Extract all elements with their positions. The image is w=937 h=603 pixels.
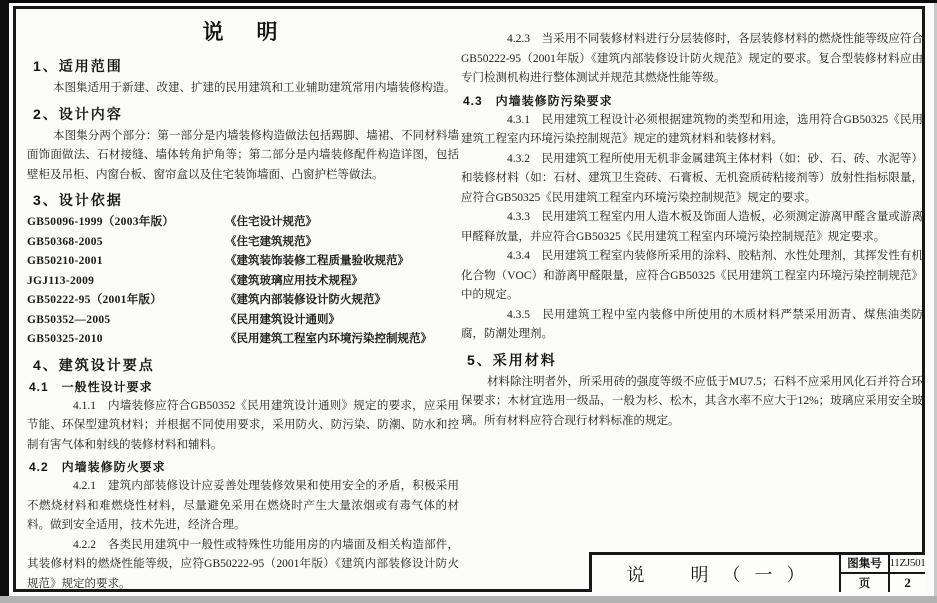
- subsection-heading-4-3: 4.3 内墙装修防污染要求: [463, 93, 613, 108]
- standard-code: JGJ113-2009: [27, 274, 95, 287]
- scan-edge-top: [0, 0, 937, 3]
- standard-name: 《建筑玻璃应用技术规程》: [225, 274, 363, 287]
- title-block-grid: [839, 555, 925, 592]
- section-heading-materials: 5、采用材料: [467, 351, 557, 368]
- standard-name: 《住宅设计规范》: [225, 216, 317, 228]
- standard-code: GB50210-2001: [27, 255, 103, 267]
- section-heading-design-basis: 3、设计依据: [33, 192, 123, 208]
- standard-code: GB50222-95（2001年版）: [27, 294, 163, 306]
- paragraph-4-3-1: 4.3.1 民用建筑工程设计必须根据建筑物的类型和用途，选用符合GB50325《民用建筑工程室内环境污染控制规范》规定的建筑材料和装修材料。: [461, 113, 923, 145]
- section-heading-scope: 1、适用范围: [33, 58, 123, 74]
- standard-code: GB50368-2005: [27, 235, 103, 248]
- binding-edge: [0, 0, 9, 597]
- subsection-heading-4-1: 4.1 一般性设计要求: [29, 379, 153, 394]
- paragraph-scope: 本图集适用于新建、改建、扩建的民用建筑和工业辅助建筑常用内墙装修构造。: [53, 82, 456, 94]
- standard-item: [27, 252, 459, 272]
- scan-edge-bottom: [0, 596, 937, 603]
- standard-item: [27, 233, 459, 253]
- atlas-number-value: 11ZJ501: [888, 555, 925, 574]
- standard-name: 《民用建筑工程室内环境污染控制规范》: [225, 333, 432, 345]
- paragraph-4-3-5: 4.3.5 民用建筑工程中室内装修中所使用的木质材料严禁采用沥青、煤焦油类防腐，防潮处理剂。: [461, 308, 923, 340]
- title-block: [589, 552, 925, 592]
- standard-name: 《住宅建筑规范》: [225, 235, 317, 248]
- paragraph-4-3-4: 4.3.4 民用建筑工程室内装修所采用的涂料、胶粘剂、水性处理剂，其挥发性有机化合物（VOC）和游离甲醛限量，应符合GB50325《民用建筑工程室内环境污染控制规范》中的规定。: [461, 250, 923, 301]
- page-title: 说 明: [202, 21, 284, 44]
- paragraph-materials: 材料除注明者外，所采用砖的强度等级不应低于MU7.5；石料不应采用风化石并符合环保要求；木材宜选用一级品，一般为杉、松木，其含水率不应大于12%；玻璃应采用安全玻璃。所有材料应符合现行材料标准的规定。: [461, 375, 923, 427]
- standard-item: [27, 213, 459, 233]
- paragraph-4-3-2: 4.3.2 民用建筑工程所使用无机非金属建筑主体材料（如：砂、石、砖、水泥等）和装修材料（如：石材、建筑卫生瓷砖、石膏板、无机瓷质砖粘接剂等）放射性指标限量，应符合GB50325《民用建筑工程室内环境污染控制规范》规定的要求。: [461, 152, 923, 204]
- right-column: [461, 30, 923, 431]
- drawing-title: 说 明（一）: [626, 564, 819, 585]
- standard-name: 《建筑内部装修设计防火规范》: [225, 294, 386, 306]
- standard-name: 《民用建筑设计通则》: [225, 313, 340, 326]
- section-heading-design-points: 4、建筑设计要点: [33, 356, 155, 373]
- paragraph-design-content: 本图集分两个部分：第一部分是内墙装修构造做法包括踢脚、墙裙、不同材料墙面饰面做法、石材接缝、墙体转角护角等；第二部分是内墙装修配件构造详图，包括壁柜及吊柜、内窗台板、窗帘盒以及住宅装饰墙面、凸窗护栏等做法。: [27, 129, 459, 181]
- paragraph-4-2-3: 4.2.3 当采用不同装修材料进行分层装修时，各层装修材料的燃烧性能等级应符合GB50222-95（2001年版）《建筑内部装修设计防火规范》规定的要求。复合型装修材料应由专门检测机构进行整体测试并规范其燃烧性能等级。: [461, 33, 923, 84]
- paragraph-4-2-1: 4.2.1 建筑内部装修设计应妥善处理装修效果和使用安全的矛盾，积极采用不燃烧材料和难燃烧性材料，尽量避免采用在燃烧时产生大量浓烟或有毒气体的材料。做到安全适用，技术先进，经济合理。: [27, 480, 459, 531]
- paragraph-4-2-2: 4.2.2 各类民用建筑中一般性或特殊性功能用房的内墙面及相关构造部件，其装修材料的燃烧性能等级，应符GB50222-95（2001年版）《建筑内部装修设计防火规范》规定的要求。: [27, 538, 459, 590]
- standard-code: GB50096-1999（2003年版）: [27, 216, 175, 228]
- standard-item: [27, 330, 459, 350]
- subsection-heading-4-2: 4.2 内墙装修防火要求: [29, 460, 166, 474]
- standard-code: GB50325-2010: [27, 333, 103, 345]
- standard-item: [27, 311, 459, 331]
- standard-name: 《建筑装饰装修工程质量验收规范》: [225, 255, 409, 267]
- section-heading-design-content: 2、设计内容: [33, 105, 123, 122]
- standards-list: [27, 213, 459, 350]
- standard-item: [27, 272, 459, 292]
- standard-code: GB50352—2005: [27, 313, 111, 326]
- page-number-value: 2: [888, 574, 925, 593]
- paragraph-4-1-1: 4.1.1 内墙装修应符合GB50352《民用建筑设计通则》规定的要求，应采用节能、环保型建筑材料；并根据不同使用要求，采用防火、防污染、防潮、防水和控制有害气体和射线的装修材料和辅料。: [27, 399, 459, 451]
- page-number-label: 页: [858, 577, 871, 590]
- standard-item: [27, 291, 459, 311]
- paragraph-4-3-3: 4.3.3 民用建筑工程室内用人造木板及饰面人造板，必须测定游离甲醛含量或游离甲醛释放量，并应符合GB50325《民用建筑工程室内环境污染控制规范》规定要求。: [461, 211, 923, 243]
- left-column: [27, 16, 459, 594]
- atlas-number-label: 图集号: [841, 555, 888, 574]
